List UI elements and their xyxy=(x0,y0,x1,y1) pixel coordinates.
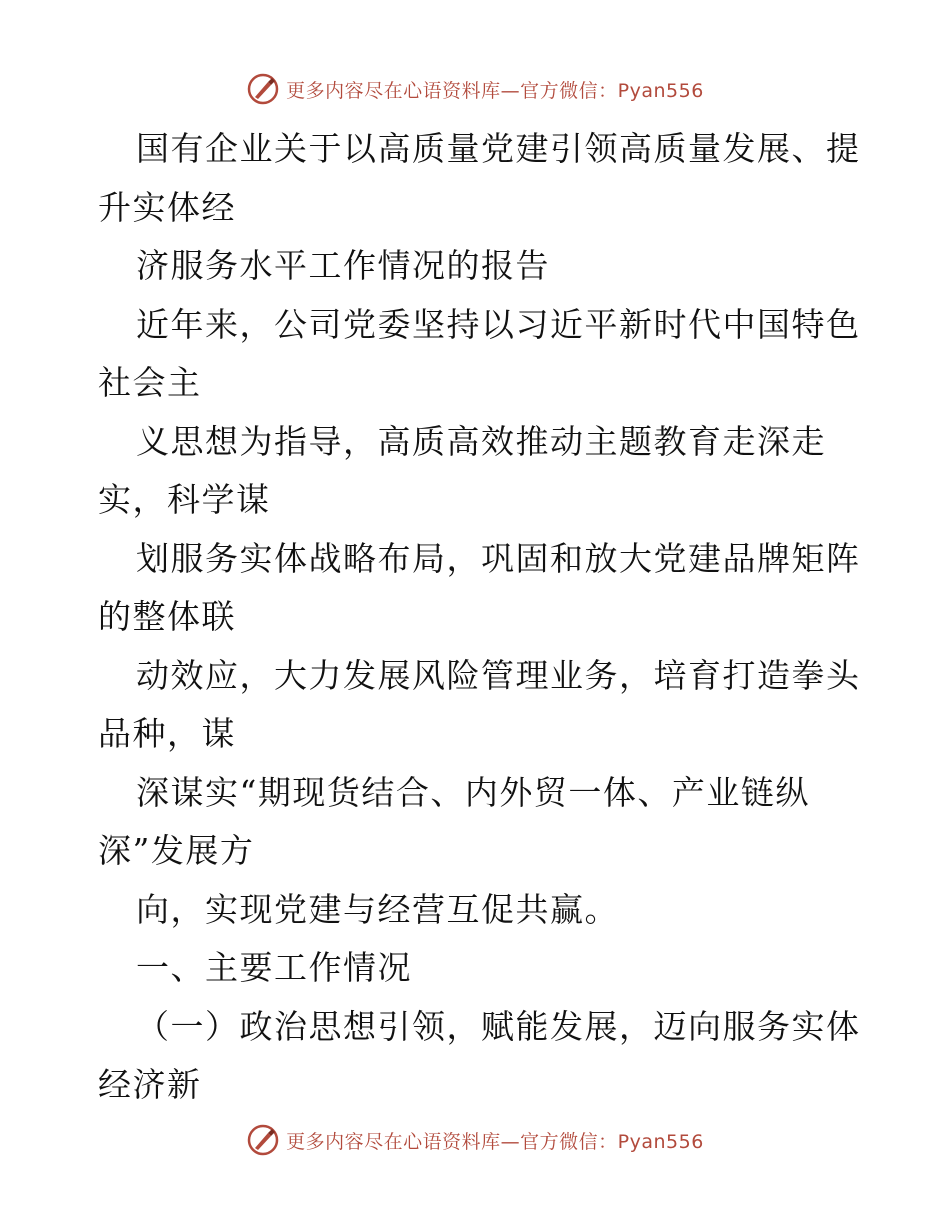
footer-watermark xyxy=(0,1122,950,1158)
text-line: 升实体经 xyxy=(98,187,236,227)
pen-logo-icon xyxy=(246,72,280,106)
watermark-text: 更多内容尽在心语资料库—官方微信：Pyan556 xyxy=(286,1130,704,1153)
section-heading: 一、主要工作情况 xyxy=(136,948,412,987)
watermark-group xyxy=(246,72,704,106)
text-line: 社会主 xyxy=(98,363,202,402)
text-line: 近年来，公司党委坚持以习近平新时代中国特色 xyxy=(136,304,861,344)
text-line: 经济新 xyxy=(98,1065,202,1104)
watermark-text: 更多内容尽在心语资料库—官方微信：Pyan556 xyxy=(286,79,704,102)
text-line: 向，实现党建与经营互促共赢。 xyxy=(136,889,619,929)
subsection-heading: （一）政治思想引领，赋能发展，迈向服务实体 xyxy=(136,1006,861,1046)
text-line: 的整体联 xyxy=(98,597,236,636)
text-line: 义思想为指导，高质高效推动主题教育走深走 xyxy=(136,421,826,461)
text-line: 深”发展方 xyxy=(98,831,255,870)
header-watermark xyxy=(0,71,950,107)
text-line: 动效应，大力发展风险管理业务，培育打造拳头 xyxy=(136,655,861,695)
text-line: 实，科学谋 xyxy=(98,480,271,519)
watermark-group xyxy=(246,1123,704,1157)
text-line: 品种，谋 xyxy=(98,714,236,753)
text-line: 济服务水平工作情况的报告 xyxy=(136,246,550,285)
text-line: 国有企业关于以高质量党建引领高质量发展、提 xyxy=(136,129,861,168)
document-body xyxy=(98,120,861,1115)
pen-logo-icon xyxy=(246,1123,280,1157)
text-line: 深谋实“期现货结合、内外贸一体、产业链纵 xyxy=(136,772,810,812)
text-line: 划服务实体战略布局，巩固和放大党建品牌矩阵 xyxy=(136,538,861,578)
